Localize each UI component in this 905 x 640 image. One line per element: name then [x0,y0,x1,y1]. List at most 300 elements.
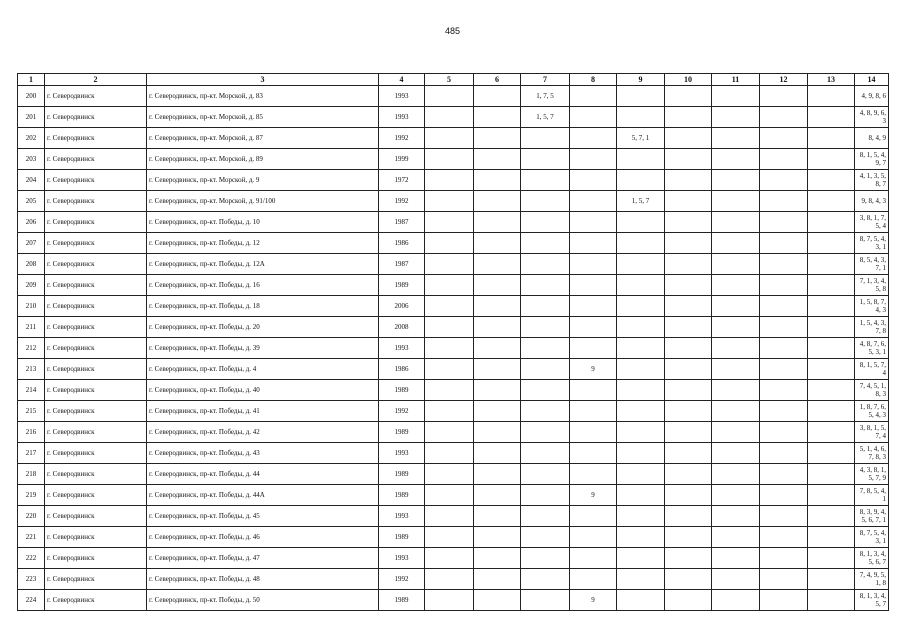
column-6-cell [474,296,521,317]
address-cell: г. Северодвинск, пр-кт. Морской, д. 87 [147,128,379,149]
column-7-cell [521,212,570,233]
column-header-9: 9 [617,74,665,86]
year-cell: 1986 [379,233,425,254]
table-row [18,233,889,254]
year-cell: 1999 [379,149,425,170]
column-7-cell [521,527,570,548]
column-13-cell [808,380,855,401]
city-cell: г. Северодвинск [45,128,147,149]
city-cell: г. Северодвинск [45,212,147,233]
column-6-cell [474,128,521,149]
row-number-cell: 216 [18,422,45,443]
column-9-cell [617,275,665,296]
column-8-cell [570,464,617,485]
column-14-cell: 1, 5, 8, 7, 4, 3 [855,296,889,317]
address-cell: г. Северодвинск, пр-кт. Победы, д. 46 [147,527,379,548]
column-9-cell [617,422,665,443]
column-12-cell [760,527,808,548]
column-header-3: 3 [147,74,379,86]
column-7-cell: 1, 5, 7 [521,107,570,128]
row-number-cell: 219 [18,485,45,506]
column-13-cell [808,359,855,380]
column-12-cell [760,191,808,212]
row-number-cell: 202 [18,128,45,149]
column-8-cell [570,191,617,212]
column-12-cell [760,506,808,527]
year-cell: 1993 [379,506,425,527]
column-5-cell [425,548,474,569]
column-6-cell [474,191,521,212]
column-7-cell [521,548,570,569]
column-11-cell [712,128,760,149]
column-6-cell [474,464,521,485]
table-row [18,401,889,422]
column-13-cell [808,254,855,275]
column-10-cell [665,170,712,191]
column-8-cell [570,548,617,569]
row-number-cell: 201 [18,107,45,128]
column-12-cell [760,401,808,422]
city-cell: г. Северодвинск [45,86,147,107]
column-9-cell [617,548,665,569]
row-number-cell: 206 [18,212,45,233]
table-row [18,212,889,233]
table-row [18,569,889,590]
table-row [18,527,889,548]
column-11-cell [712,590,760,611]
city-cell: г. Северодвинск [45,233,147,254]
column-14-cell: 8, 3, 9, 4, 5, 6, 7, 1 [855,506,889,527]
address-cell: г. Северодвинск, пр-кт. Победы, д. 40 [147,380,379,401]
year-cell: 2008 [379,317,425,338]
column-12-cell [760,128,808,149]
city-cell: г. Северодвинск [45,296,147,317]
column-9-cell [617,506,665,527]
city-cell: г. Северодвинск [45,422,147,443]
column-6-cell [474,338,521,359]
column-5-cell [425,296,474,317]
address-cell: г. Северодвинск, пр-кт. Морской, д. 85 [147,107,379,128]
table-row [18,86,889,107]
column-5-cell [425,275,474,296]
city-cell: г. Северодвинск [45,485,147,506]
column-5-cell [425,317,474,338]
column-7-cell [521,317,570,338]
column-header-10: 10 [665,74,712,86]
year-cell: 1987 [379,254,425,275]
column-13-cell [808,590,855,611]
column-7-cell [521,380,570,401]
column-14-cell: 3, 8, 1, 7, 5, 4 [855,212,889,233]
row-number-cell: 205 [18,191,45,212]
column-14-cell: 8, 1, 5, 4, 9, 7 [855,149,889,170]
year-cell: 1987 [379,212,425,233]
column-8-cell: 9 [570,590,617,611]
address-cell: г. Северодвинск, пр-кт. Победы, д. 44А [147,485,379,506]
column-header-4: 4 [379,74,425,86]
column-9-cell [617,107,665,128]
column-7-cell [521,191,570,212]
column-header-14: 14 [855,74,889,86]
column-10-cell [665,485,712,506]
year-cell: 1992 [379,569,425,590]
column-8-cell [570,296,617,317]
city-cell: г. Северодвинск [45,527,147,548]
column-10-cell [665,86,712,107]
column-8-cell [570,527,617,548]
address-cell: г. Северодвинск, пр-кт. Победы, д. 39 [147,338,379,359]
column-8-cell [570,422,617,443]
column-14-cell: 7, 4, 9, 5, 1, 8 [855,569,889,590]
column-6-cell [474,485,521,506]
year-cell: 1989 [379,590,425,611]
column-5-cell [425,422,474,443]
column-5-cell [425,128,474,149]
column-header-13: 13 [808,74,855,86]
address-cell: г. Северодвинск, пр-кт. Победы, д. 10 [147,212,379,233]
column-14-cell: 7, 4, 5, 1, 8, 3 [855,380,889,401]
city-cell: г. Северодвинск [45,149,147,170]
column-7-cell [521,128,570,149]
column-14-cell: 3, 8, 1, 5, 7, 4 [855,422,889,443]
column-7-cell [521,149,570,170]
column-5-cell [425,380,474,401]
column-14-cell: 1, 5, 4, 3, 7, 8 [855,317,889,338]
column-12-cell [760,590,808,611]
column-13-cell [808,317,855,338]
column-8-cell: 9 [570,359,617,380]
column-12-cell [760,275,808,296]
column-9-cell [617,212,665,233]
column-9-cell [617,149,665,170]
table-row [18,296,889,317]
city-cell: г. Северодвинск [45,548,147,569]
row-number-cell: 217 [18,443,45,464]
column-5-cell [425,506,474,527]
table-row [18,317,889,338]
column-6-cell [474,107,521,128]
column-12-cell [760,422,808,443]
column-14-cell: 8, 1, 5, 7, 4 [855,359,889,380]
column-header-12: 12 [760,74,808,86]
column-11-cell [712,527,760,548]
table-body [18,86,889,611]
city-cell: г. Северодвинск [45,359,147,380]
table-row [18,506,889,527]
column-7-cell [521,590,570,611]
column-13-cell [808,401,855,422]
city-cell: г. Северодвинск [45,191,147,212]
column-6-cell [474,254,521,275]
year-cell: 1989 [379,275,425,296]
column-11-cell [712,296,760,317]
column-6-cell [474,317,521,338]
table-header [18,74,889,86]
column-10-cell [665,149,712,170]
column-5-cell [425,359,474,380]
column-12-cell [760,548,808,569]
column-10-cell [665,464,712,485]
column-9-cell [617,464,665,485]
column-5-cell [425,527,474,548]
column-5-cell [425,590,474,611]
table-row [18,254,889,275]
column-12-cell [760,443,808,464]
column-9-cell [617,569,665,590]
address-cell: г. Северодвинск, пр-кт. Победы, д. 16 [147,275,379,296]
column-5-cell [425,464,474,485]
year-cell: 1989 [379,380,425,401]
column-header-8: 8 [570,74,617,86]
column-6-cell [474,212,521,233]
column-13-cell [808,191,855,212]
column-11-cell [712,548,760,569]
column-14-cell: 8, 7, 5, 4, 3, 1 [855,233,889,254]
row-number-cell: 222 [18,548,45,569]
column-10-cell [665,317,712,338]
column-7-cell [521,254,570,275]
column-5-cell [425,149,474,170]
column-6-cell [474,359,521,380]
column-7-cell [521,506,570,527]
column-9-cell [617,359,665,380]
column-6-cell [474,170,521,191]
address-cell: г. Северодвинск, пр-кт. Победы, д. 43 [147,443,379,464]
column-9-cell [617,170,665,191]
table-row [18,590,889,611]
column-14-cell: 7, 8, 5, 4, 1 [855,485,889,506]
column-10-cell [665,401,712,422]
column-14-cell: 7, 1, 3, 4, 5, 8 [855,275,889,296]
address-cell: г. Северодвинск, пр-кт. Победы, д. 45 [147,506,379,527]
column-5-cell [425,443,474,464]
column-11-cell [712,569,760,590]
column-14-cell: 4, 3, 8, 1, 5, 7, 9 [855,464,889,485]
column-11-cell [712,380,760,401]
column-6-cell [474,149,521,170]
column-5-cell [425,338,474,359]
table-row [18,170,889,191]
city-cell: г. Северодвинск [45,170,147,191]
address-cell: г. Северодвинск, пр-кт. Морской, д. 89 [147,149,379,170]
column-12-cell [760,485,808,506]
column-13-cell [808,107,855,128]
column-7-cell [521,569,570,590]
table-row [18,338,889,359]
column-7-cell [521,485,570,506]
city-cell: г. Северодвинск [45,401,147,422]
column-8-cell [570,254,617,275]
column-14-cell: 8, 1, 3, 4, 5, 6, 7 [855,548,889,569]
column-8-cell [570,149,617,170]
column-13-cell [808,527,855,548]
table-row [18,485,889,506]
year-cell: 1989 [379,422,425,443]
column-14-cell: 1, 8, 7, 6, 5, 4, 3 [855,401,889,422]
column-5-cell [425,569,474,590]
row-number-cell: 218 [18,464,45,485]
row-number-cell: 207 [18,233,45,254]
column-5-cell [425,170,474,191]
column-11-cell [712,149,760,170]
column-7-cell [521,296,570,317]
column-12-cell [760,569,808,590]
column-11-cell [712,254,760,275]
column-6-cell [474,275,521,296]
column-14-cell: 8, 7, 5, 4, 3, 1 [855,527,889,548]
year-cell: 1989 [379,485,425,506]
column-13-cell [808,233,855,254]
table-row [18,107,889,128]
column-11-cell [712,401,760,422]
column-14-cell: 5, 1, 4, 6, 7, 8, 3 [855,443,889,464]
column-6-cell [474,401,521,422]
column-8-cell [570,569,617,590]
column-12-cell [760,380,808,401]
row-number-cell: 204 [18,170,45,191]
column-13-cell [808,443,855,464]
row-number-cell: 221 [18,527,45,548]
column-9-cell [617,254,665,275]
city-cell: г. Северодвинск [45,254,147,275]
column-13-cell [808,170,855,191]
column-11-cell [712,170,760,191]
column-11-cell [712,485,760,506]
column-5-cell [425,107,474,128]
column-12-cell [760,86,808,107]
column-7-cell [521,443,570,464]
column-13-cell [808,569,855,590]
column-6-cell [474,443,521,464]
column-header-2: 2 [45,74,147,86]
column-6-cell [474,422,521,443]
column-13-cell [808,338,855,359]
column-5-cell [425,191,474,212]
column-11-cell [712,359,760,380]
column-9-cell: 5, 7, 1 [617,128,665,149]
address-cell: г. Северодвинск, пр-кт. Морской, д. 83 [147,86,379,107]
table-row [18,149,889,170]
column-14-cell: 4, 9, 8, 6 [855,86,889,107]
column-9-cell [617,590,665,611]
column-12-cell [760,296,808,317]
column-10-cell [665,296,712,317]
city-cell: г. Северодвинск [45,275,147,296]
address-cell: г. Северодвинск, пр-кт. Победы, д. 47 [147,548,379,569]
column-13-cell [808,485,855,506]
column-8-cell [570,233,617,254]
column-8-cell [570,212,617,233]
column-5-cell [425,254,474,275]
city-cell: г. Северодвинск [45,107,147,128]
column-10-cell [665,506,712,527]
column-6-cell [474,86,521,107]
address-cell: г. Северодвинск, пр-кт. Морской, д. 9 [147,170,379,191]
column-8-cell: 9 [570,485,617,506]
city-cell: г. Северодвинск [45,590,147,611]
column-14-cell: 4, 1, 3, 5, 8, 7 [855,170,889,191]
address-cell: г. Северодвинск, пр-кт. Победы, д. 18 [147,296,379,317]
city-cell: г. Северодвинск [45,380,147,401]
column-5-cell [425,485,474,506]
column-6-cell [474,380,521,401]
column-13-cell [808,296,855,317]
page-number: 485 [444,26,461,36]
column-12-cell [760,254,808,275]
city-cell: г. Северодвинск [45,464,147,485]
column-12-cell [760,233,808,254]
year-cell: 1972 [379,170,425,191]
address-cell: г. Северодвинск, пр-кт. Победы, д. 20 [147,317,379,338]
column-12-cell [760,464,808,485]
column-5-cell [425,86,474,107]
row-number-cell: 210 [18,296,45,317]
column-header-1: 1 [18,74,45,86]
year-cell: 1992 [379,128,425,149]
column-12-cell [760,359,808,380]
column-7-cell [521,338,570,359]
column-10-cell [665,527,712,548]
column-10-cell [665,380,712,401]
column-9-cell [617,401,665,422]
row-number-cell: 209 [18,275,45,296]
city-cell: г. Северодвинск [45,506,147,527]
column-header-11: 11 [712,74,760,86]
column-8-cell [570,338,617,359]
header-row [18,74,889,86]
year-cell: 2006 [379,296,425,317]
column-6-cell [474,569,521,590]
column-9-cell [617,443,665,464]
column-14-cell: 8, 5, 4, 3, 7, 1 [855,254,889,275]
column-13-cell [808,548,855,569]
column-9-cell: 1, 5, 7 [617,191,665,212]
column-7-cell [521,464,570,485]
column-9-cell [617,380,665,401]
column-11-cell [712,443,760,464]
row-number-cell: 220 [18,506,45,527]
address-cell: г. Северодвинск, пр-кт. Победы, д. 12А [147,254,379,275]
column-8-cell [570,107,617,128]
column-11-cell [712,338,760,359]
column-9-cell [617,338,665,359]
column-10-cell [665,128,712,149]
row-number-cell: 214 [18,380,45,401]
column-8-cell [570,275,617,296]
table-row [18,191,889,212]
table-row [18,359,889,380]
column-10-cell [665,107,712,128]
column-12-cell [760,170,808,191]
column-11-cell [712,233,760,254]
address-cell: г. Северодвинск, пр-кт. Победы, д. 50 [147,590,379,611]
row-number-cell: 213 [18,359,45,380]
column-10-cell [665,212,712,233]
year-cell: 1986 [379,359,425,380]
column-10-cell [665,254,712,275]
column-5-cell [425,233,474,254]
column-7-cell [521,170,570,191]
column-7-cell [521,233,570,254]
column-11-cell [712,317,760,338]
address-cell: г. Северодвинск, пр-кт. Победы, д. 44 [147,464,379,485]
column-8-cell [570,506,617,527]
column-14-cell: 8, 1, 3, 4, 5, 7 [855,590,889,611]
column-12-cell [760,107,808,128]
column-9-cell [617,233,665,254]
column-10-cell [665,569,712,590]
year-cell: 1993 [379,107,425,128]
